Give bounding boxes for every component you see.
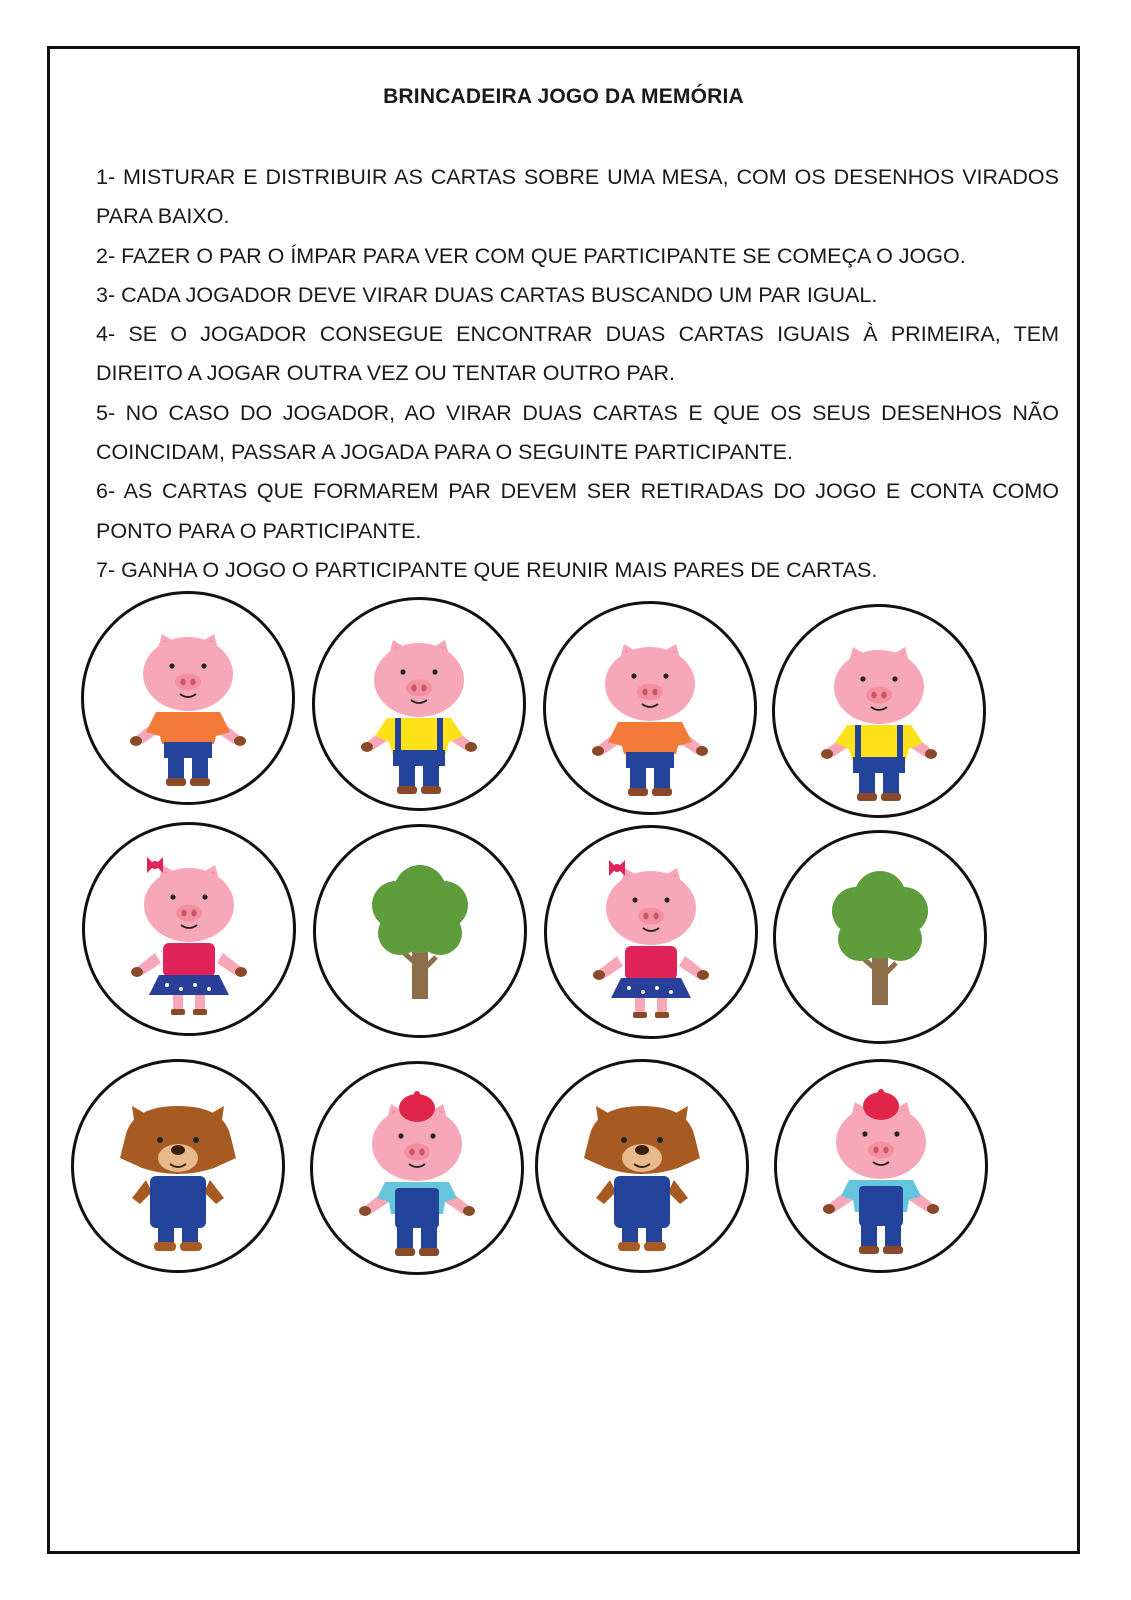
pig-girl-bow-skirt-icon (547, 828, 755, 1036)
memory-card (772, 604, 986, 818)
pig-orange-shirt-icon (84, 594, 292, 802)
pig-red-cap-overalls-icon (777, 1062, 985, 1270)
memory-card (773, 830, 987, 1044)
memory-card (535, 1059, 749, 1273)
rule-item: 1- MISTURAR E DISTRIBUIR AS CARTAS SOBRE UMA MESA, COM OS DESENHOS VIRADOS PARA BAIXO. (96, 165, 1059, 229)
memory-card (312, 597, 526, 811)
worksheet-frame (47, 46, 1080, 1554)
rule-item: 5- NO CASO DO JOGADOR, AO VIRAR DUAS CARTAS E QUE OS SEUS DESENHOS NÃO COINCIDAM, PASSAR A JOGADA PARA O SEGUINTE PARTICIPANTE. (96, 400, 1059, 465)
rule-item: 4- SE O JOGADOR CONSEGUE ENCONTRAR DUAS CARTAS IGUAIS À PRIMEIRA, TEM DIREITO A JOGAR OUTRA VEZ OU TENTAR OUTRO PAR. (96, 322, 1059, 386)
rule-item: 3- CADA JOGADOR DEVE VIRAR DUAS CARTAS BUSCANDO UM PAR IGUAL. (96, 282, 878, 307)
pig-girl-bow-skirt-icon (85, 825, 293, 1033)
rule-item: 2- FAZER O PAR O ÍMPAR PARA VER COM QUE PARTICIPANTE SE COMEÇA O JOGO. (96, 243, 966, 268)
memory-card (81, 591, 295, 805)
page-title: BRINCADEIRA JOGO DA MEMÓRIA (383, 85, 744, 108)
tree-icon (316, 827, 524, 1035)
rule-item: 6- AS CARTAS QUE FORMAREM PAR DEVEM SER RETIRADAS DO JOGO E CONTA COMO PONTO PARA O PARTICIPANTE. (96, 479, 1059, 543)
pig-red-cap-overalls-icon (313, 1064, 521, 1272)
memory-card (313, 824, 527, 1038)
rule-item: 7- GANHA O JOGO O PARTICIPANTE QUE REUNIR MAIS PARES DE CARTAS. (96, 557, 878, 582)
tree-icon (776, 833, 984, 1041)
pig-orange-shirt-icon (546, 604, 754, 812)
memory-card (71, 1059, 285, 1273)
memory-card (774, 1059, 988, 1273)
memory-card (82, 822, 296, 1036)
rules-list (96, 158, 1059, 590)
wolf-overalls-icon (538, 1062, 746, 1270)
wolf-overalls-icon (74, 1062, 282, 1270)
pig-yellow-shirt-overalls-icon (775, 607, 983, 815)
memory-card (544, 825, 758, 1039)
memory-card (310, 1061, 524, 1275)
memory-card (543, 601, 757, 815)
pig-yellow-shirt-overalls-icon (315, 600, 523, 808)
